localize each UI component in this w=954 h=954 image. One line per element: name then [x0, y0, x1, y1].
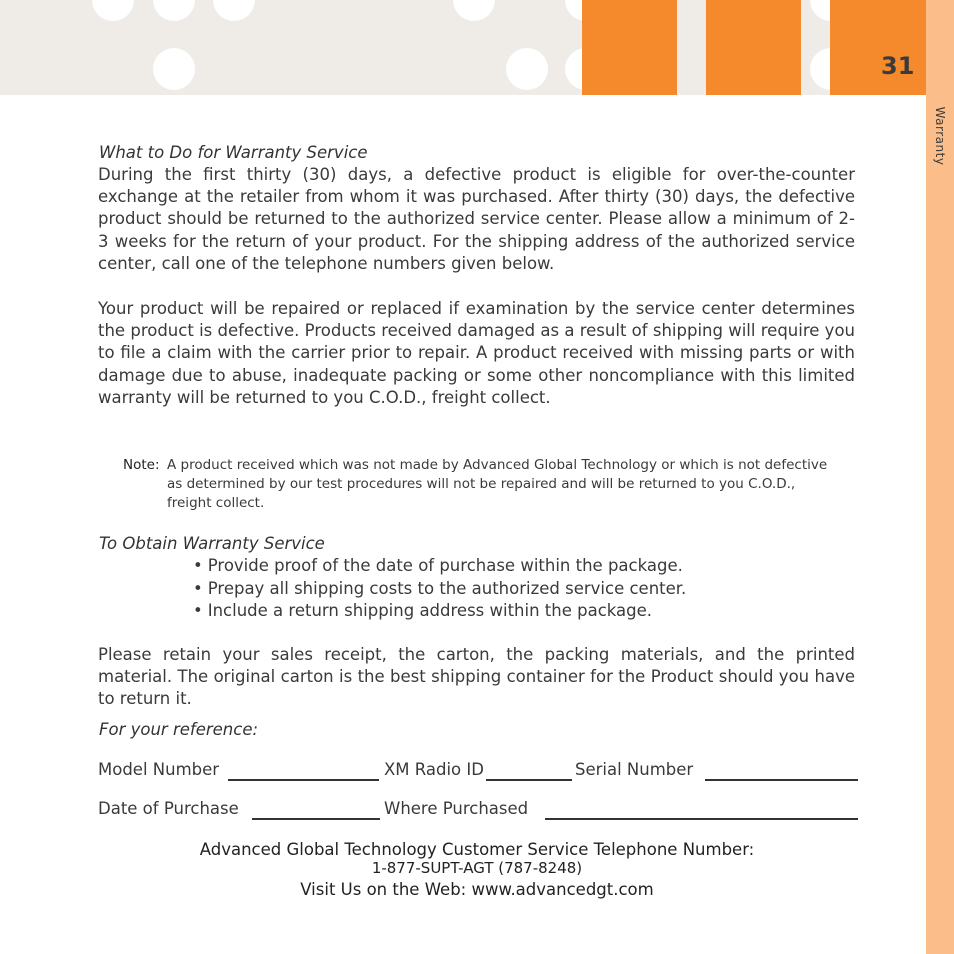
orange-block [706, 0, 801, 95]
section-tab-label: Warranty [933, 106, 947, 166]
retain-paragraph: Please retain your sales receipt, the carton, the packing materials, and the printed material. The original carton is the best shipping container for the Product should you have to return it. [98, 645, 855, 709]
list-item: • Include a return shipping address within the package. [193, 600, 686, 623]
decorative-dot [213, 0, 255, 21]
decorative-dot [506, 48, 548, 90]
support-phone-heading: Advanced Global Technology Customer Service Telephone Number: [199, 840, 755, 859]
model-number-field[interactable] [228, 779, 379, 781]
support-phone-number: 1-877-SUPT-AGT (787-8248) [371, 859, 583, 877]
reference-row-1 [98, 760, 860, 784]
decorative-dot [453, 0, 495, 21]
serial-number-field[interactable] [705, 779, 858, 781]
header-band [0, 0, 926, 95]
xm-radio-id-field[interactable] [486, 779, 572, 781]
obtain-service-heading: To Obtain Warranty Service [99, 534, 325, 553]
decorative-dot [153, 48, 195, 90]
date-of-purchase-field[interactable] [252, 818, 380, 820]
model-number-label: Model Number [98, 760, 220, 779]
warranty-paragraph-1: During the first thirty (30) days, a defective product is eligible for over-the-counter exchange at the retailer from whom it was purchased. After thirty (30) days, the defective product should be returned to the authorized service center. Please allow a minimum of 2-3 weeks for the return of your product. For the shipping address of the authorized service center, call one of the telephone numbers given below. [98, 165, 855, 273]
warranty-paragraph-2: Your product will be repaired or replaced if examination by the service center determines the product is defective. Products received damaged as a result of shipping will require you to file a claim with the carrier prior to repair. A product received with missing parts or with damage due to abuse, inadequate packing or some other noncompliance with this limited warranty will be returned to you C.O.D., freight collect. [98, 299, 855, 407]
decorative-dot [153, 0, 195, 21]
where-purchased-label: Where Purchased [384, 799, 529, 818]
where-purchased-field[interactable] [545, 818, 858, 820]
decorative-dot [92, 0, 134, 21]
warranty-service-heading: What to Do for Warranty Service [99, 143, 368, 162]
orange-block [830, 0, 926, 95]
page-number: 31 [881, 52, 915, 80]
note-text: A product received which was not made by Advanced Global Technology or which is not defective as determined by our test procedures will not be repaired and will be returned to you C.O.D., freight collect. [167, 457, 828, 511]
orange-block [582, 0, 677, 95]
requirements-list [193, 555, 686, 623]
xm-radio-id-label: XM Radio ID [384, 760, 484, 779]
website-line: Visit Us on the Web: www.advancedgt.com [300, 880, 654, 899]
date-of-purchase-label: Date of Purchase [98, 799, 239, 818]
note-label: Note: [123, 457, 160, 473]
reference-heading: For your reference: [99, 720, 259, 739]
serial-number-label: Serial Number [575, 760, 694, 779]
list-item: • Prepay all shipping costs to the authorized service center. [193, 578, 686, 601]
reference-row-2 [98, 799, 860, 823]
list-item: • Provide proof of the date of purchase within the package. [193, 555, 686, 578]
